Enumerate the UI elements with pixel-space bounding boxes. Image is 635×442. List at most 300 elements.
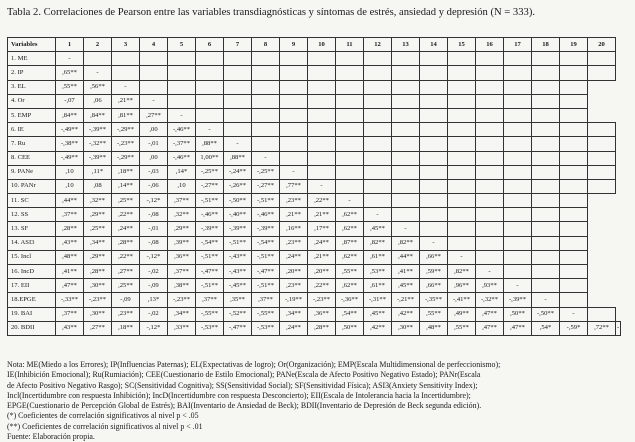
- correlation-cell: -,55**: [196, 307, 224, 321]
- correlation-cell: [476, 108, 504, 122]
- correlation-cell: [364, 194, 392, 208]
- correlation-cell: [308, 52, 336, 66]
- header-col-13: 13: [392, 38, 420, 52]
- correlation-cell: -,29**: [112, 123, 140, 137]
- correlation-cell: ,24**: [280, 321, 308, 335]
- header-col-18: 18: [532, 38, 560, 52]
- correlation-cell: 1,00**: [196, 151, 224, 165]
- correlation-cell: -: [196, 123, 224, 137]
- header-col-7: 7: [224, 38, 252, 52]
- correlation-cell: ,81**: [112, 108, 140, 122]
- correlation-cell: ,56**: [84, 80, 112, 94]
- row-variable-label: 8. CEE: [8, 151, 56, 165]
- correlation-cell: ,10: [56, 179, 84, 193]
- correlation-cell: ,36**: [168, 250, 196, 264]
- correlation-cell: [532, 151, 560, 165]
- correlation-cell: [588, 123, 616, 137]
- correlation-cell: [336, 165, 364, 179]
- correlation-cell: ,39**: [168, 236, 196, 250]
- correlation-cell: ,62**: [336, 250, 364, 264]
- correlation-cell: [504, 94, 532, 108]
- correlation-cell: -,41**: [448, 293, 476, 307]
- correlation-cell: ,65**: [56, 66, 84, 80]
- correlation-cell: [336, 137, 364, 151]
- correlation-cell: ,23**: [280, 236, 308, 250]
- correlation-cell: -,49**: [56, 151, 84, 165]
- correlation-cell: [336, 108, 364, 122]
- note-line: EPGE(Cuestionario de Percepción Global de Estrés); BAI(Inventario de Ansiedad de Beck); BDII(Inventario de Depresión de Beck segunda edición).: [7, 401, 482, 411]
- correlation-cell: ,41**: [392, 265, 420, 279]
- correlation-cell: ,32**: [168, 208, 196, 222]
- correlation-cell: -,54**: [196, 236, 224, 250]
- correlation-cell: [560, 108, 588, 122]
- correlation-cell: [560, 265, 588, 279]
- correlation-cell: ,27**: [112, 265, 140, 279]
- table-body: [8, 52, 621, 336]
- correlation-cell: ,45**: [364, 222, 392, 236]
- header-col-8: 8: [252, 38, 280, 52]
- row-variable-label: 5. EMP: [8, 108, 56, 122]
- correlation-cell: [588, 165, 616, 179]
- correlation-cell: -,37**: [168, 137, 196, 151]
- row-variable-label: 20. BDII: [8, 321, 56, 335]
- correlation-cell: -: [112, 80, 140, 94]
- correlation-cell: -,40**: [224, 208, 252, 222]
- correlation-cell: ,08: [84, 179, 112, 193]
- correlation-cell: ,37**: [196, 293, 224, 307]
- correlation-cell: [364, 52, 392, 66]
- correlation-cell: [588, 52, 616, 66]
- correlation-cell: [280, 52, 308, 66]
- correlation-cell: -: [336, 194, 364, 208]
- correlation-cell: [448, 208, 476, 222]
- row-variable-label: 9. PANe: [8, 165, 56, 179]
- correlation-cell: ,23**: [280, 194, 308, 208]
- correlation-cell: [448, 151, 476, 165]
- correlation-cell: [532, 279, 560, 293]
- correlation-cell: ,72**: [588, 321, 616, 335]
- correlation-cell: [420, 137, 448, 151]
- correlation-cell: -,32**: [476, 293, 504, 307]
- correlation-cell: ,55**: [336, 265, 364, 279]
- row-variable-label: 2. IP: [8, 66, 56, 80]
- header-col-10: 10: [308, 38, 336, 52]
- correlation-cell: ,44**: [392, 250, 420, 264]
- correlation-cell: ,21**: [112, 94, 140, 108]
- correlation-cell: [560, 52, 588, 66]
- correlation-cell: [476, 94, 504, 108]
- table-row: [8, 66, 621, 80]
- correlation-cell: [448, 236, 476, 250]
- correlation-cell: [588, 66, 616, 80]
- correlation-cell: ,48**: [56, 250, 84, 264]
- correlation-cell: [532, 66, 560, 80]
- correlation-cell: ,23**: [112, 307, 140, 321]
- correlation-cell: [532, 194, 560, 208]
- correlation-cell: ,53**: [364, 265, 392, 279]
- correlation-cell: ,29**: [84, 250, 112, 264]
- correlation-cell: [532, 265, 560, 279]
- correlation-cell: [364, 179, 392, 193]
- correlation-cell: -,12*: [140, 321, 168, 335]
- correlation-cell: [560, 236, 588, 250]
- correlation-cell: ,22**: [308, 279, 336, 293]
- correlation-cell: -: [476, 265, 504, 279]
- table-row: [8, 52, 621, 66]
- table-row: [8, 194, 621, 208]
- correlation-cell: ,45**: [364, 307, 392, 321]
- note-line: Fuente: Elaboración propia.: [7, 432, 95, 442]
- correlation-cell: ,62**: [336, 222, 364, 236]
- correlation-cell: [364, 94, 392, 108]
- correlation-cell: [392, 194, 420, 208]
- correlation-cell: [168, 52, 196, 66]
- table-row: [8, 94, 621, 108]
- correlation-cell: [560, 94, 588, 108]
- correlation-cell: ,96**: [448, 279, 476, 293]
- correlation-cell: [420, 108, 448, 122]
- correlation-cell: [196, 94, 224, 108]
- correlation-cell: ,16**: [280, 222, 308, 236]
- correlation-cell: [392, 165, 420, 179]
- correlation-cell: ,10: [56, 165, 84, 179]
- correlation-cell: -: [84, 66, 112, 80]
- correlation-cell: [420, 165, 448, 179]
- correlation-cell: [308, 151, 336, 165]
- correlation-cell: ,00: [140, 123, 168, 137]
- correlation-cell: ,47**: [504, 321, 532, 335]
- correlation-cell: [476, 250, 504, 264]
- correlation-cell: ,22**: [112, 250, 140, 264]
- correlation-cell: -,12*: [140, 250, 168, 264]
- correlation-cell: [420, 151, 448, 165]
- correlation-cell: ,30**: [84, 279, 112, 293]
- correlation-cell: [504, 222, 532, 236]
- header-col-14: 14: [420, 38, 448, 52]
- correlation-cell: [252, 80, 280, 94]
- correlation-cell: -,25**: [252, 165, 280, 179]
- header-col-15: 15: [448, 38, 476, 52]
- correlation-cell: ,30**: [84, 307, 112, 321]
- correlation-cell: [336, 123, 364, 137]
- table-row: [8, 208, 621, 222]
- header-col-9: 9: [280, 38, 308, 52]
- correlation-cell: -,39**: [84, 151, 112, 165]
- correlation-cell: [224, 123, 252, 137]
- correlation-cell: [224, 94, 252, 108]
- correlation-cell: -,39**: [84, 123, 112, 137]
- correlation-cell: [560, 66, 588, 80]
- correlation-cell: [336, 94, 364, 108]
- correlation-cell: ,84**: [56, 108, 84, 122]
- correlation-cell: [252, 137, 280, 151]
- correlation-cell: [336, 66, 364, 80]
- correlation-cell: [280, 151, 308, 165]
- correlation-cell: ,37**: [56, 208, 84, 222]
- correlation-cell: ,66**: [420, 279, 448, 293]
- correlation-cell: [336, 151, 364, 165]
- correlation-cell: ,13*: [140, 293, 168, 307]
- correlation-cell: -,55**: [252, 307, 280, 321]
- correlation-cell: -,51**: [196, 279, 224, 293]
- correlation-cell: ,11*: [84, 165, 112, 179]
- correlation-cell: ,35**: [224, 293, 252, 307]
- correlation-cell: [560, 222, 588, 236]
- correlation-table: [7, 37, 621, 336]
- correlation-cell: -,47**: [196, 265, 224, 279]
- correlation-cell: -,49**: [56, 123, 84, 137]
- note-line: de Afecto Positivo Negativo Rasgo); SC(Sensitividad Cognitiva); SS(Sensitividad Social); SF(Sensitividad Física); ASI3(Anxiety Sensitivity Index);: [7, 380, 478, 390]
- correlation-cell: -,25**: [196, 165, 224, 179]
- correlation-cell: [392, 137, 420, 151]
- correlation-cell: ,34**: [280, 307, 308, 321]
- correlation-cell: ,24**: [280, 250, 308, 264]
- correlation-cell: ,21**: [308, 208, 336, 222]
- correlation-cell: [504, 123, 532, 137]
- correlation-cell: [532, 250, 560, 264]
- correlation-cell: ,84**: [84, 108, 112, 122]
- correlation-cell: [420, 179, 448, 193]
- correlation-cell: [560, 179, 588, 193]
- correlation-cell: ,55**: [56, 80, 84, 94]
- correlation-cell: [504, 137, 532, 151]
- correlation-cell: ,42**: [364, 321, 392, 335]
- correlation-cell: [140, 80, 168, 94]
- correlation-cell: ,25**: [112, 194, 140, 208]
- correlation-cell: [560, 137, 588, 151]
- row-variable-label: 10. PANr: [8, 179, 56, 193]
- note-line: Nota: ME(Miedo a los Errores); IP(Influencias Paternas); EL(Expectativas de logro); Or(Organización); EMP(Escala Multidimensional de perfeccionismo);: [7, 360, 501, 369]
- correlation-cell: [504, 208, 532, 222]
- correlation-cell: [560, 194, 588, 208]
- header-col-12: 12: [364, 38, 392, 52]
- row-variable-label: 13. SF: [8, 222, 56, 236]
- correlation-cell: [532, 165, 560, 179]
- table-row: [8, 250, 621, 264]
- correlation-cell: [504, 66, 532, 80]
- table-row: [8, 222, 621, 236]
- table-row: [8, 179, 621, 193]
- correlation-cell: [168, 66, 196, 80]
- correlation-cell: -,09: [112, 293, 140, 307]
- correlation-cell: [112, 52, 140, 66]
- correlation-cell: ,33**: [168, 321, 196, 335]
- correlation-cell: [252, 52, 280, 66]
- correlation-cell: ,18**: [112, 165, 140, 179]
- correlation-cell: -,23**: [168, 293, 196, 307]
- correlation-cell: [140, 52, 168, 66]
- correlation-cell: [336, 179, 364, 193]
- correlation-cell: [532, 123, 560, 137]
- correlation-cell: -,39**: [252, 222, 280, 236]
- correlation-cell: ,47**: [476, 307, 504, 321]
- correlation-cell: -: [392, 222, 420, 236]
- correlation-cell: ,54**: [336, 307, 364, 321]
- correlation-cell: [532, 179, 560, 193]
- correlation-cell: -: [168, 108, 196, 122]
- correlation-cell: -,46**: [168, 151, 196, 165]
- header-col-2: 2: [84, 38, 112, 52]
- correlation-cell: -,08: [140, 236, 168, 250]
- correlation-cell: ,47**: [476, 321, 504, 335]
- correlation-cell: [252, 123, 280, 137]
- correlation-cell: [224, 108, 252, 122]
- correlation-cell: [448, 137, 476, 151]
- correlation-cell: ,24**: [308, 236, 336, 250]
- table-row: [8, 80, 621, 94]
- correlation-cell: -,52**: [224, 307, 252, 321]
- correlation-cell: [364, 165, 392, 179]
- correlation-cell: -,09: [140, 279, 168, 293]
- correlation-cell: -,27**: [196, 179, 224, 193]
- correlation-cell: ,00: [140, 151, 168, 165]
- correlation-cell: ,29**: [168, 222, 196, 236]
- correlation-cell: ,87**: [336, 236, 364, 250]
- correlation-cell: [588, 151, 616, 165]
- correlation-cell: -,35**: [420, 293, 448, 307]
- correlation-cell: [280, 94, 308, 108]
- correlation-cell: -,27**: [252, 179, 280, 193]
- correlation-cell: -,08: [140, 208, 168, 222]
- correlation-cell: ,55**: [448, 321, 476, 335]
- correlation-cell: [280, 108, 308, 122]
- correlation-cell: ,23**: [280, 279, 308, 293]
- correlation-cell: [560, 151, 588, 165]
- table-row: [8, 265, 621, 279]
- row-variable-label: 16. IncD: [8, 265, 56, 279]
- correlation-cell: [308, 108, 336, 122]
- correlation-cell: -,12*: [140, 194, 168, 208]
- correlation-cell: [448, 66, 476, 80]
- table-row: [8, 137, 621, 151]
- correlation-cell: -,59*: [560, 321, 588, 335]
- correlation-cell: [420, 66, 448, 80]
- correlation-cell: [392, 94, 420, 108]
- correlation-cell: [448, 194, 476, 208]
- header-col-6: 6: [196, 38, 224, 52]
- correlation-cell: ,93**: [476, 279, 504, 293]
- correlation-cell: [448, 123, 476, 137]
- correlation-cell: -,01: [140, 222, 168, 236]
- row-variable-label: 11. SC: [8, 194, 56, 208]
- correlation-cell: [252, 108, 280, 122]
- correlation-cell: [476, 151, 504, 165]
- header-col-11: 11: [336, 38, 364, 52]
- correlation-cell: [476, 179, 504, 193]
- correlation-cell: [252, 66, 280, 80]
- correlation-cell: [532, 108, 560, 122]
- correlation-cell: -,45**: [224, 279, 252, 293]
- correlation-cell: -,50**: [224, 194, 252, 208]
- correlation-cell: -,47**: [224, 321, 252, 335]
- correlation-cell: ,47**: [56, 279, 84, 293]
- correlation-cell: [224, 52, 252, 66]
- correlation-cell: ,50**: [336, 321, 364, 335]
- correlation-cell: -,23**: [308, 293, 336, 307]
- correlation-cell: [392, 123, 420, 137]
- correlation-cell: [364, 123, 392, 137]
- correlation-cell: ,25**: [84, 222, 112, 236]
- header-col-4: 4: [140, 38, 168, 52]
- correlation-cell: -,31**: [364, 293, 392, 307]
- correlation-cell: -,53**: [196, 321, 224, 335]
- correlation-cell: ,29**: [84, 208, 112, 222]
- correlation-cell: -,03: [140, 165, 168, 179]
- correlation-cell: [560, 208, 588, 222]
- table-row: [8, 151, 621, 165]
- correlation-cell: -: [532, 293, 560, 307]
- correlation-cell: ,28**: [84, 265, 112, 279]
- correlation-cell: [504, 108, 532, 122]
- correlation-cell: [504, 236, 532, 250]
- correlation-cell: [420, 52, 448, 66]
- correlation-cell: ,37**: [252, 293, 280, 307]
- correlation-cell: -,23**: [112, 137, 140, 151]
- correlation-cell: -,51**: [224, 236, 252, 250]
- correlation-cell: [588, 137, 616, 151]
- correlation-cell: [504, 165, 532, 179]
- header-col-16: 16: [476, 38, 504, 52]
- correlation-cell: -,43**: [224, 250, 252, 264]
- correlation-cell: [532, 52, 560, 66]
- correlation-cell: [224, 80, 252, 94]
- header-col-17: 17: [504, 38, 532, 52]
- correlation-cell: ,45**: [392, 279, 420, 293]
- correlation-cell: [308, 137, 336, 151]
- correlation-cell: [504, 151, 532, 165]
- correlation-cell: ,82**: [364, 236, 392, 250]
- correlation-cell: ,62**: [336, 208, 364, 222]
- correlation-cell: [504, 80, 532, 94]
- correlation-cell: -: [252, 151, 280, 165]
- correlation-cell: ,37**: [56, 307, 84, 321]
- correlation-cell: -,07: [56, 94, 84, 108]
- correlation-cell: [448, 52, 476, 66]
- correlation-cell: ,82**: [392, 236, 420, 250]
- row-variable-label: 3. EL: [8, 80, 56, 94]
- correlation-cell: [392, 208, 420, 222]
- correlation-cell: [448, 80, 476, 94]
- correlation-cell: ,28**: [56, 222, 84, 236]
- correlation-cell: [140, 66, 168, 80]
- correlation-cell: ,25**: [112, 279, 140, 293]
- correlation-cell: [560, 165, 588, 179]
- correlation-cell: [336, 80, 364, 94]
- correlation-cell: -,46**: [168, 123, 196, 137]
- correlation-cell: -: [560, 307, 588, 321]
- correlation-cell: [420, 222, 448, 236]
- row-variable-label: 15. Incl: [8, 250, 56, 264]
- correlation-cell: -,51**: [196, 250, 224, 264]
- correlation-cell: -,21**: [392, 293, 420, 307]
- correlation-cell: -,06: [140, 179, 168, 193]
- correlation-cell: [364, 137, 392, 151]
- correlation-cell: ,88**: [196, 137, 224, 151]
- correlation-cell: [560, 279, 588, 293]
- correlation-cell: -,01: [140, 137, 168, 151]
- correlation-cell: [476, 80, 504, 94]
- correlation-cell: -,51**: [252, 250, 280, 264]
- correlation-cell: [392, 66, 420, 80]
- correlation-cell: ,42**: [392, 307, 420, 321]
- correlation-cell: -,36**: [336, 293, 364, 307]
- table-row: [8, 293, 621, 307]
- correlation-cell: [392, 80, 420, 94]
- correlation-cell: [448, 222, 476, 236]
- correlation-cell: ,34**: [168, 307, 196, 321]
- correlation-cell: ,61**: [364, 279, 392, 293]
- row-variable-label: 7. Ru: [8, 137, 56, 151]
